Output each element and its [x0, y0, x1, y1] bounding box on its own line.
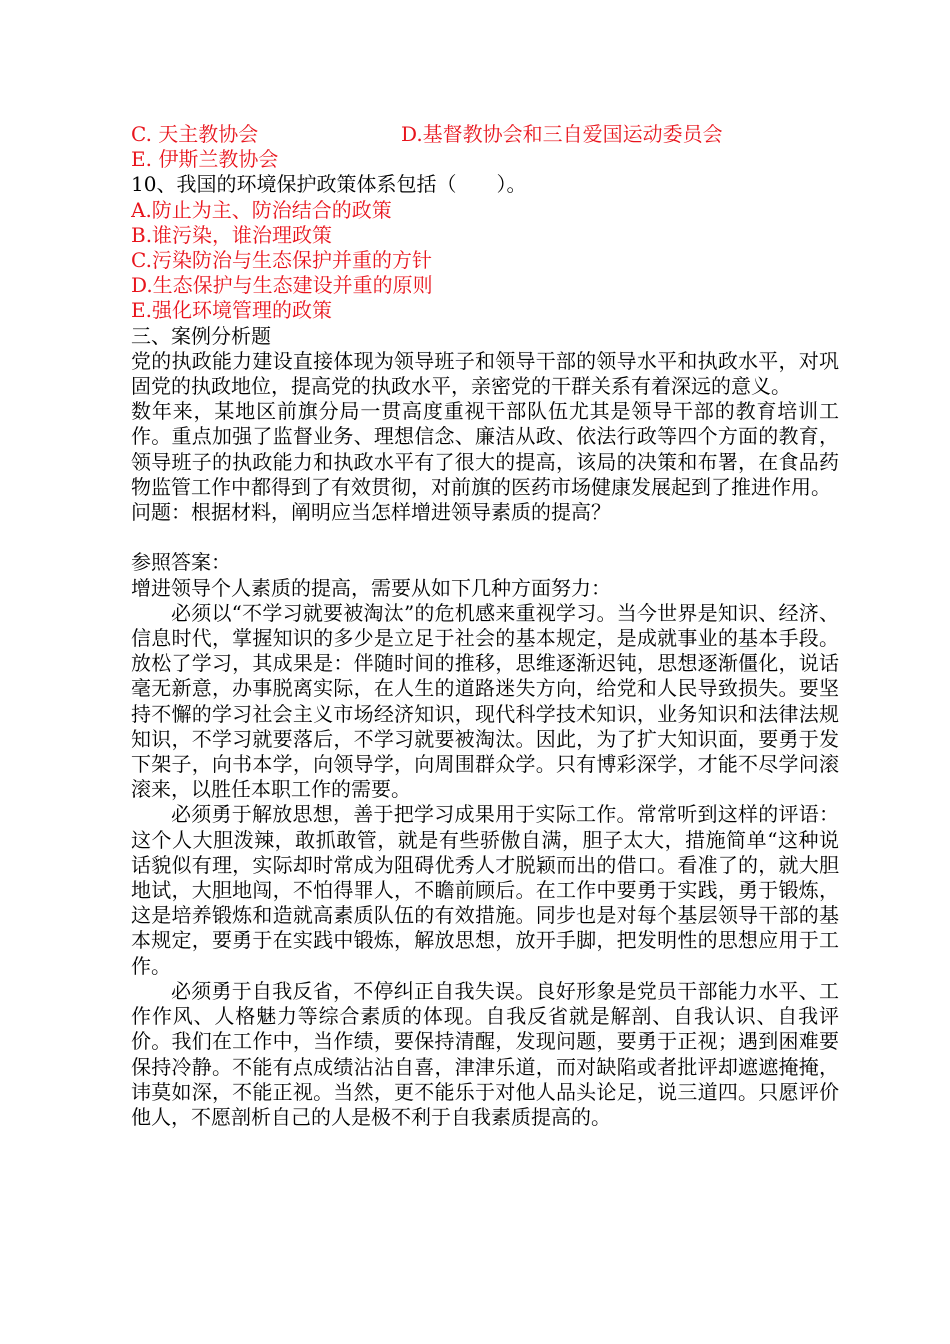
q9-option-c: C. 天主教协会 [131, 122, 259, 146]
answer-label: 参照答案： [131, 550, 231, 575]
answer-paragraph-1: 必须以“不学习就要被淘汰”的危机感来重视学习。当今世界是知识、经济、信息时代，掌握知识的多少是立足于社会的基本规定，是成就事业的基本手段。放松了学习，其成果是：伴随时间的推移，思维逐渐迟钝，思想逐渐僵化，说话毫无新意，办事脱离实际，在人生的道路迷失方向，给党和人民导致损失。要坚持不懈的学习社会主义市场经济知识，现代科学技术知识，业务知识和法律法规知识，不学习就要落后，不学习就要被淘汰。因此，为了扩大知识面，要勇于发下架子，向书本学，向领导学，向周围群众学。只有博彩深学，才能不尽学问滚滚来，以胜任本职工作的需要。 [131, 600, 839, 802]
q10-option-c: C.污染防治与生态保护并重的方针 [131, 248, 432, 273]
q10-option-b: B.谁污染，谁治理政策 [131, 222, 333, 247]
q10-option-d: D.生态保护与生态建设并重的原则 [131, 273, 433, 298]
q9-options-row [131, 122, 839, 147]
answer-intro: 增进领导个人素质的提高，需要从如下几种方面努力： [131, 575, 611, 600]
q10-option-a: A.防止为主、防治结合的政策 [131, 197, 392, 222]
q10-question: 10、我国的环境保护政策体系包括（ ）。 [131, 172, 527, 197]
answer-paragraph-2: 必须勇于解放思想，善于把学习成果用于实际工作。常常听到这样的评语：这个人大胆泼辣，敢抓敢管，就是有些骄傲自满，胆子太大，措施简单“这种说话貌似有理，实际却时常成为阻碍优秀人才脱颖而出的借口。看准了的，就大胆地试，大胆地闯，不怕得罪人，不瞻前顾后。在工作中要勇于实践，勇于锻炼，这是培养锻炼和造就高素质队伍的有效措施。同步也是对每个基层领导干部的基本规定，要勇于在实践中锻炼，解放思想，放开手脚，把发明性的思想应用于工作。 [131, 802, 839, 978]
answer-paragraph-3: 必须勇于自我反省，不停纠正自我失误。良好形象是党员干部能力水平、工作作风、人格魅力等综合素质的体现。自我反省就是解剖、自我认识、自我评价。我们在工作中，当作绩，要保持清醒，发现问题，要勇于正视；遇到困难要保持冷静。不能有点成绩沾沾自喜，津津乐道，而对缺陷或者批评却遮遮掩掩，讳莫如深，不能正视。当然，更不能乐于对他人品头论足，说三道四。只愿评价他人，不愿剖析自己的人是极不利于自我素质提高的。 [131, 978, 839, 1129]
document-page [131, 122, 839, 1130]
case-paragraph-2: 数年来，某地区前旗分局一贯高度重视干部队伍尤其是领导干部的教育培训工作。重点加强了监督业务、理想信念、廉洁从政、依法行政等四个方面的教育，领导班子的执政能力和执政水平有了很大的提高，该局的决策和布署，在食品药物监管工作中都得到了有效贯彻，对前旗的医药市场健康发展起到了推进作用。 [131, 399, 839, 499]
case-paragraph-1: 党的执政能力建设直接体现为领导班子和领导干部的领导水平和执政水平，对巩固党的执政地位，提高党的执政水平，亲密党的干群关系有着深远的意义。 [131, 348, 839, 399]
section-heading: 三、案例分析题 [131, 323, 271, 348]
q9-option-e: E. 伊斯兰教协会 [131, 147, 279, 172]
q9-option-d: D.基督教协会和三自爱国运动委员会 [401, 122, 723, 146]
q10-option-e: E.强化环境管理的政策 [131, 298, 332, 323]
blank-line [131, 525, 839, 550]
case-question: 问题：根据材料，阐明应当怎样增进领导素质的提高？ [131, 500, 611, 525]
